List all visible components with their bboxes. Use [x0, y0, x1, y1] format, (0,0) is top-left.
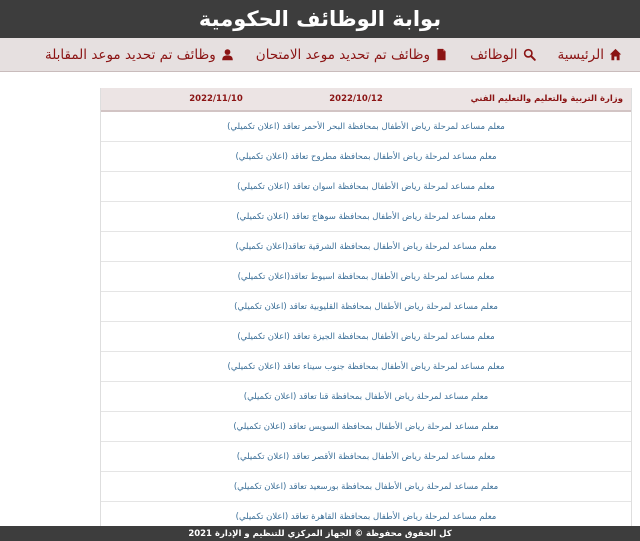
nav-item-exam-scheduled[interactable] [256, 47, 448, 63]
site-header [0, 0, 640, 38]
nav-item-label: الوظائف [470, 46, 518, 63]
nav-item-home[interactable] [558, 47, 623, 63]
search-icon [523, 48, 536, 61]
job-row-link[interactable]: معلم مساعد لمرحلة رياض الأطفال بمحافظة اسيوط تعاقد(اعلان تكميلي) [101, 262, 631, 292]
nav-item-interview-scheduled[interactable] [45, 47, 234, 63]
job-row-link[interactable]: معلم مساعد لمرحلة رياض الأطفال بمحافظة القاهرة تعاقد (اعلان تكميلي) [101, 502, 631, 532]
site-footer [0, 526, 640, 541]
announcement-date: 2022/10/12 [329, 94, 383, 104]
site-title: بوابة الوظائف الحكومية [198, 7, 442, 31]
job-row-link[interactable]: معلم مساعد لمرحلة رياض الأطفال بمحافظة البحر الأحمر تعاقد (اعلان تكميلي) [101, 112, 631, 142]
job-row-link[interactable]: معلم مساعد لمرحلة رياض الأطفال بمحافظة القليوبية تعاقد (اعلان تكميلي) [101, 292, 631, 322]
jobs-table [100, 88, 632, 532]
deadline-date: 2022/11/10 [189, 94, 243, 104]
job-row-link[interactable]: معلم مساعد لمرحلة رياض الأطفال بمحافظة سوهاج تعاقد (اعلان تكميلي) [101, 202, 631, 232]
job-row-link[interactable]: معلم مساعد لمرحلة رياض الأطفال بمحافظة اسوان تعاقد (اعلان تكميلي) [101, 172, 631, 202]
main-nav [0, 38, 640, 72]
nav-item-label: الرئيسية [557, 46, 604, 63]
job-row-link[interactable]: معلم مساعد لمرحلة رياض الأطفال بمحافظة الأقصر تعاقد (اعلان تكميلي) [101, 442, 631, 472]
ministry-name: وزارة التربية والتعليم والتعليم الفني [470, 94, 623, 104]
job-row-link[interactable]: معلم مساعد لمرحلة رياض الأطفال بمحافظة الجيزة تعاقد (اعلان تكميلي) [101, 322, 631, 352]
nav-item-jobs[interactable] [470, 47, 535, 63]
job-row-link[interactable]: معلم مساعد لمرحلة رياض الأطفال بمحافظة مطروح تعاقد (اعلان تكميلي) [101, 142, 631, 172]
job-row-link[interactable]: معلم مساعد لمرحلة رياض الأطفال بمحافظة جنوب سيناء تعاقد (اعلان تكميلي) [101, 352, 631, 382]
document-icon [435, 48, 448, 61]
user-icon [221, 48, 234, 61]
table-header-row [101, 88, 631, 112]
job-row-link[interactable]: معلم مساعد لمرحلة رياض الأطفال بمحافظة السويس تعاقد (اعلان تكميلي) [101, 412, 631, 442]
nav-item-label: وظائف تم تحديد موعد المقابلة [44, 46, 216, 63]
copyright-text: كل الحقوق محفوظة © الجهاز المركزي للتنظيم و الإدارة 2021 [188, 528, 452, 539]
job-row-link[interactable]: معلم مساعد لمرحلة رياض الأطفال بمحافظة قنا تعاقد (اعلان تكميلي) [101, 382, 631, 412]
job-row-link[interactable]: معلم مساعد لمرحلة رياض الأطفال بمحافظة بورسعيد تعاقد (اعلان تكميلي) [101, 472, 631, 502]
nav-item-label: وظائف تم تحديد موعد الامتحان [255, 46, 431, 63]
home-icon [609, 48, 622, 61]
job-row-link[interactable]: معلم مساعد لمرحلة رياض الأطفال بمحافظة الشرقية تعاقد(اعلان تكميلي) [101, 232, 631, 262]
